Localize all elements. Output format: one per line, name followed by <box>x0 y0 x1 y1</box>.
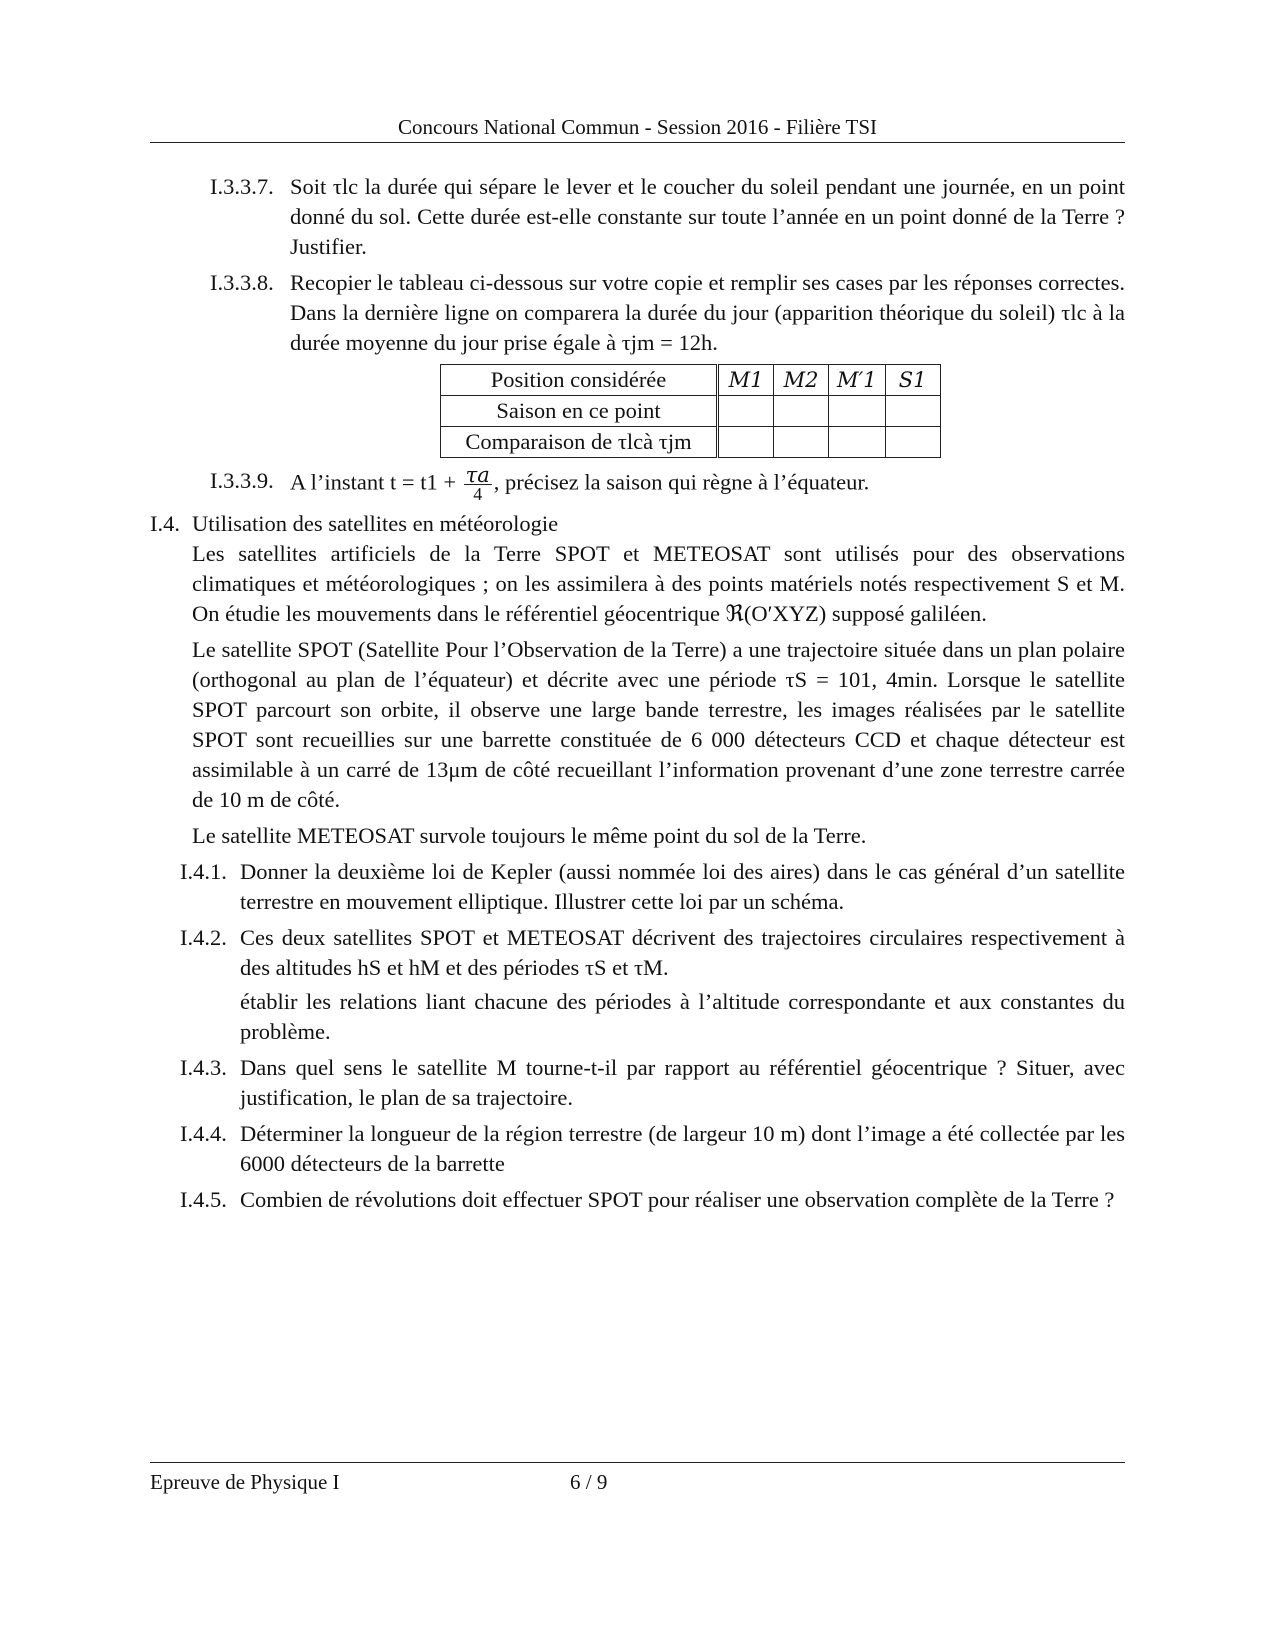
question-text: Combien de révolutions doit effectuer SPOT pour réaliser une observation complète de la Terre ? <box>240 1187 1115 1212</box>
paragraph: Le satellite METEOSAT survole toujours le même point du sol de la Terre. <box>192 823 867 848</box>
section-heading <box>150 509 1125 539</box>
table-row <box>441 396 941 427</box>
section-title: Utilisation des satellites en météorologie <box>192 511 559 536</box>
question-text: Recopier le tableau ci-dessous sur votre copie et remplir ses cases par les réponses correctes. Dans la dernière ligne on comparera la durée du jour (apparition théorique du soleil) τlc à la durée moyenne du jour prise égale à τjm = 12h. <box>290 270 1125 355</box>
fraction-denominator: 4 <box>473 484 483 504</box>
page-number: 6 / 9 <box>570 1470 608 1494</box>
fraction <box>464 463 492 504</box>
question-number: I.4.3. <box>180 1055 227 1080</box>
table-header-cell: S1 <box>885 365 940 396</box>
table-cell <box>885 396 940 427</box>
table-header-cell: M′1 <box>829 365 886 396</box>
table-cell <box>718 396 774 427</box>
table-cell <box>774 396 829 427</box>
question-text-before: A l’instant t = t1 + <box>290 469 457 495</box>
table-cell <box>829 396 886 427</box>
question-text: Dans quel sens le satellite M tourne-t-il par rapport au référentiel géocentrique ? Situer, avec justification, le plan de sa trajectoire. <box>240 1055 1125 1110</box>
question-text: Soit τlc la durée qui sépare le lever et le coucher du soleil pendant une journée, en un point donné du sol. Cette durée est-elle constante sur toute l’année en un point donné de la Terre ? Justifier. <box>290 174 1125 259</box>
question-1-3-3-8 <box>210 268 1125 358</box>
footer-exam-name: Epreuve de Physique I <box>150 1470 340 1494</box>
question-subtext: établir les relations liant chacune des périodes à l’altitude correspondante et aux constantes du problème. <box>240 989 1125 1044</box>
question-text: Déterminer la longueur de la région terrestre (de largeur 10 m) dont l’image a été collectée par les 6000 détecteurs de la barrette <box>240 1121 1125 1176</box>
question-number: I.4.4. <box>180 1121 227 1146</box>
question-number: I.4.1. <box>180 859 227 884</box>
question-number: I.3.3.7. <box>210 174 274 199</box>
page-footer <box>150 1462 1125 1494</box>
answer-table <box>440 364 941 458</box>
fraction-numerator: τa <box>465 463 490 487</box>
question-1-3-3-7 <box>210 172 1125 262</box>
table-header-cell: M1 <box>718 365 774 396</box>
question-text-after: , précisez la saison qui règne à l’équateur. <box>493 469 870 495</box>
question-text: Donner la deuxième loi de Kepler (aussi nommée loi des aires) dans le cas général d’un satellite terrestre en mouvement elliptique. Illustrer cette loi par un schéma. <box>240 859 1125 914</box>
table-header-cell: M2 <box>774 365 829 396</box>
document-body <box>150 172 1125 1221</box>
table-cell <box>829 427 886 458</box>
table-cell <box>774 427 829 458</box>
question-1-3-3-9 <box>210 463 1125 504</box>
header-title: Concours National Commun - Session 2016 - Filière TSI <box>397 115 878 139</box>
question-1-4-5 <box>180 1185 1125 1215</box>
question-number: I.3.3.9. <box>210 468 274 493</box>
section-number: I.4. <box>150 511 180 536</box>
question-1-4-2 <box>180 923 1125 1047</box>
table-cell <box>718 427 774 458</box>
page-header <box>150 112 1125 143</box>
paragraph: Le satellite SPOT (Satellite Pour l’Observation de la Terre) a une trajectoire située dans un plan polaire (orthogonal au plan de l’équateur) et décrite avec une période τS = 101, 4min. Lorsque le satellite SPOT parcourt son orbite, il observe une large bande terrestre, les images réalisées par le satellite SPOT sont recueillies sur une barrette constituée de 6 000 détecteurs CCD et chaque détecteur est assimilable à un carré de 13μm de côté recueillant l’information provenant d’une zone terrestre carrée de 10 m de côté. <box>192 637 1125 812</box>
question-number: I.3.3.8. <box>210 270 274 295</box>
question-1-4-3 <box>180 1053 1125 1113</box>
question-number: I.4.2. <box>180 925 227 950</box>
question-1-4-1 <box>180 857 1125 917</box>
question-1-4-4 <box>180 1119 1125 1179</box>
table-row <box>441 365 941 396</box>
table-row <box>441 427 941 458</box>
question-text: Ces deux satellites SPOT et METEOSAT décrivent des trajectoires circulaires respectivement à des altitudes hS et hM et des périodes τS et τM. <box>240 925 1125 980</box>
table-row-label: Comparaison de τlcà τjm <box>441 427 718 458</box>
table-header-cell: Position considérée <box>441 365 718 396</box>
table-cell <box>885 427 940 458</box>
question-number: I.4.5. <box>180 1187 227 1212</box>
paragraph: Les satellites artificiels de la Terre SPOT et METEOSAT sont utilisés pour des observations climatiques et météorologiques ; on les assimilera à des points matériels notés respectivement S et M. On étudie les mouvements dans le référentiel géocentrique ℜ(O′XYZ) supposé galiléen. <box>192 541 1125 626</box>
table-row-label: Saison en ce point <box>441 396 718 427</box>
